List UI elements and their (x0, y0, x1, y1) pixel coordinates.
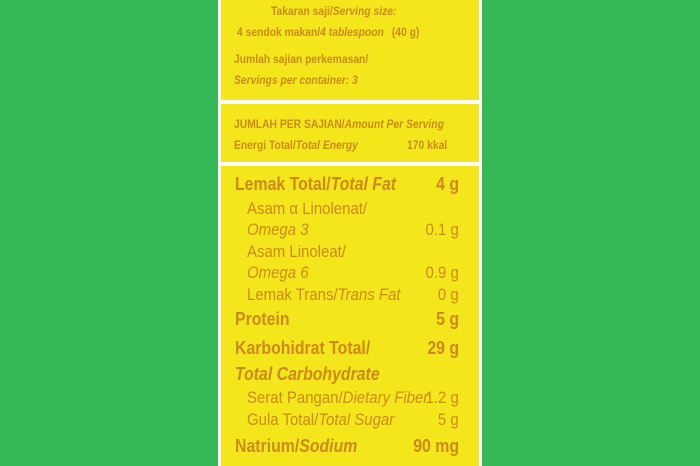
trans-fat-label: Lemak Trans/ (247, 285, 338, 304)
energy-section (221, 104, 479, 162)
sodium-value: 90 mg (413, 436, 459, 456)
protein-row (235, 309, 459, 330)
total-fat-row (235, 174, 459, 195)
total-energy-value (407, 138, 447, 152)
serving-size-grams: (40 g) (391, 25, 420, 39)
amount-per-serving (234, 117, 444, 131)
omega6-label-row (247, 242, 459, 262)
energy-value: 170 kkal (407, 138, 448, 152)
dietary-fiber-label: Serat Pangan/ (247, 388, 343, 407)
omega6-label-en: Omega 6 (247, 263, 309, 282)
serving-size-value-en: 4 tablespoon (320, 25, 384, 39)
protein-label: Protein (235, 309, 290, 329)
sodium-label-en: Sodium (299, 436, 358, 456)
omega3-label-row (247, 199, 459, 219)
amount-label-en: Amount Per Serving (344, 117, 444, 131)
servings-per-container-label (234, 52, 368, 66)
omega3-value: 0.1 g (425, 220, 459, 239)
total-carbohydrate-value: 29 g (427, 338, 459, 358)
total-sugar-label-en: Total Sugar (318, 410, 395, 429)
energy-label: Energi Total/ (234, 138, 296, 152)
total-carbohydrate-row (235, 338, 459, 359)
omega3-label: Asam α Linolenat/ (247, 199, 368, 218)
total-fat-value: 4 g (436, 174, 459, 194)
sodium-row (235, 436, 459, 457)
dietary-fiber-row (247, 388, 459, 408)
nutrition-facts-panel (218, 0, 482, 466)
servings-per-container-value (234, 73, 358, 87)
servings-label-en: Servings per container: 3 (234, 73, 358, 87)
serving-size-value-line (237, 25, 419, 39)
total-carbohydrate-en-row (235, 364, 459, 385)
sodium-label: Natrium/ (235, 436, 300, 456)
total-fat-label-en: Total Fat (330, 174, 397, 194)
omega6-value: 0.9 g (425, 263, 459, 282)
trans-fat-row (247, 285, 459, 305)
dietary-fiber-value: 1.2 g (425, 388, 459, 407)
serving-info-section (221, 0, 479, 100)
omega6-row (247, 263, 459, 283)
total-carbohydrate-label-en: Total Carbohydrate (235, 364, 380, 384)
omega3-label-en: Omega 3 (247, 220, 309, 239)
serving-size-value: 4 sendok makan/ (237, 25, 321, 39)
total-carbohydrate-label: Karbohidrat Total/ (235, 338, 371, 358)
nutrients-section (221, 166, 479, 466)
omega6-label: Asam Linoleat/ (247, 242, 346, 261)
total-energy-line (234, 138, 358, 152)
serving-size-label-en: Serving size: (332, 4, 397, 18)
total-sugar-value: 5 g (438, 410, 459, 429)
trans-fat-label-en: Trans Fat (337, 285, 401, 304)
protein-value: 5 g (436, 309, 459, 329)
serving-size-line (271, 4, 396, 18)
omega3-row (247, 220, 459, 240)
dietary-fiber-label-en: Dietary Fiber (342, 388, 429, 407)
servings-label: Jumlah sajian perkemasan/ (234, 52, 369, 66)
amount-label: JUMLAH PER SAJIAN/ (234, 117, 345, 131)
serving-size-label: Takaran saji/ (271, 4, 333, 18)
total-sugar-row (247, 410, 459, 430)
total-fat-label: Lemak Total/ (235, 174, 331, 194)
total-sugar-label: Gula Total/ (247, 410, 319, 429)
trans-fat-value: 0 g (438, 285, 459, 304)
energy-label-en: Total Energy (295, 138, 358, 152)
